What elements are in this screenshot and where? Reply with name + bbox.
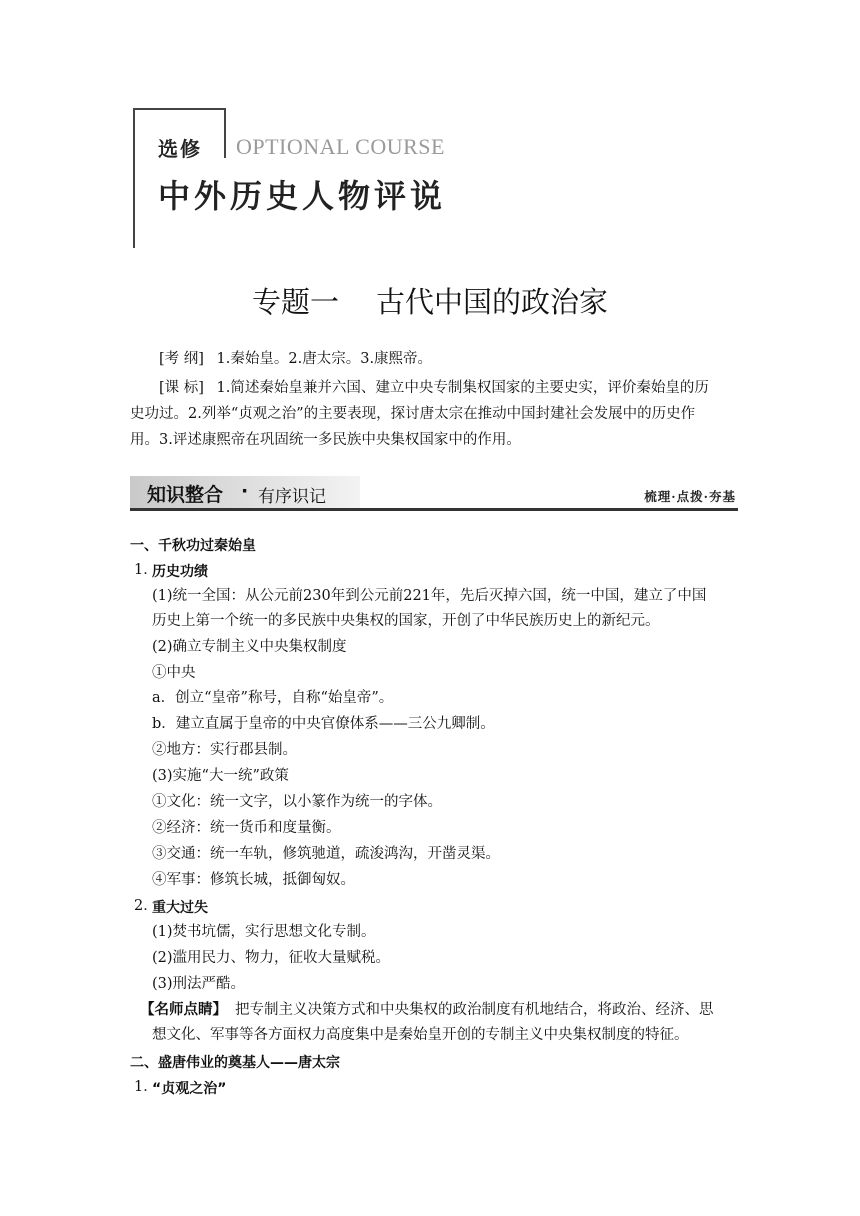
header-frame-top [133, 108, 225, 110]
kaogang-line [130, 347, 730, 371]
kebiao-line-1 [130, 376, 730, 400]
tip-text-2: 想文化、军事等各方面权力高度集中是秦始皇开创的专制主义中央集权制度的特征。 [152, 1027, 689, 1043]
topic-title [0, 280, 860, 321]
kebiao-text-3: 用。3.评述康熙帝在巩固统一多民族中央集权国家中的作用。 [130, 432, 521, 448]
paragraph-line: (2)滥用民力、物力，征收大量赋税。 [152, 950, 391, 966]
book-title: 中外历史人物评说 [158, 177, 447, 215]
subheading-faults: 重大过失 [152, 900, 208, 916]
tip-line-1 [140, 998, 740, 1022]
header-frame-divider [224, 108, 226, 158]
banner-separator: · [241, 480, 249, 502]
series-label: 选修 [158, 137, 202, 161]
paragraph-line: b．建立直属于皇帝的中央官僚体系——三公九卿制。 [152, 716, 495, 732]
kaogang-text: 1.秦始皇。2.唐太宗。3.康熙帝。 [216, 351, 433, 367]
paragraph-line: ①中央 [152, 665, 196, 681]
kebiao-label: [课 标] [159, 380, 204, 396]
kaogang-label: [考 纲] [159, 351, 204, 367]
subheading-achievements: 历史功绩 [152, 564, 208, 580]
paragraph-line: (3)实施“大一统”政策 [152, 768, 289, 784]
paragraph-line: a．创立“皇帝”称号，自称“始皇帝”。 [152, 690, 394, 706]
banner-title: 知识整合 [147, 484, 224, 506]
subheading-zhenguan: “贞观之治” [152, 1081, 227, 1097]
header-frame-left [133, 108, 135, 248]
kebiao-text-2: 史功过。2.列举“贞观之治”的主要表现，探讨唐太宗在推动中国封建社会发展中的历史作 [130, 406, 696, 422]
banner-subtitle: 有序识记 [258, 487, 326, 507]
tip-text-1: 把专制主义决策方式和中央集权的政治制度有机地结合，将政治、经济、思 [235, 1002, 714, 1018]
banner-rule [130, 508, 738, 511]
paragraph-line: ④军事：修筑长城，抵御匈奴。 [152, 872, 355, 888]
paragraph-line: (2)确立专制主义中央集权制度 [152, 639, 347, 655]
subheading-number: 2． [134, 898, 158, 914]
section-heading-2: 二、盛唐伟业的奠基人——唐太宗 [130, 1055, 340, 1071]
paragraph-line: 历史上第一个统一的多民族中央集权的国家，开创了中华民族历史上的新纪元。 [152, 613, 660, 629]
paragraph-line: (3)刑法严酷。 [152, 976, 246, 992]
paragraph-line: (1)焚书坑儒，实行思想文化专制。 [152, 924, 376, 940]
series-english-label: OPTIONAL COURSE [236, 134, 445, 159]
section-heading-1: 一、千秋功过秦始皇 [130, 538, 256, 554]
paragraph-line: (1)统一全国：从公元前230年到公元前221年，先后灭掉六国，统一中国，建立了中国 [152, 588, 707, 604]
topic-number: 专题一 [252, 285, 340, 319]
paragraph-line: ②地方：实行郡县制。 [152, 742, 297, 758]
tip-label: 【名师点睛】 [140, 1002, 227, 1018]
banner-tagline: 梳理·点拨·夯基 [644, 489, 736, 504]
paragraph-line: ①文化：统一文字，以小篆作为统一的字体。 [152, 794, 442, 810]
paragraph-line: ③交通：统一车轨，修筑驰道，疏浚鸿沟，开凿灵渠。 [152, 846, 500, 862]
subheading-number: 1． [134, 562, 158, 578]
kebiao-text-1: 1.简述秦始皇兼并六国、建立中央专制集权国家的主要史实，评价秦始皇的历 [216, 380, 709, 396]
topic-name: 古代中国的政治家 [375, 285, 608, 319]
paragraph-line: ②经济：统一货币和度量衡。 [152, 820, 341, 836]
subheading-number: 1． [134, 1079, 158, 1095]
